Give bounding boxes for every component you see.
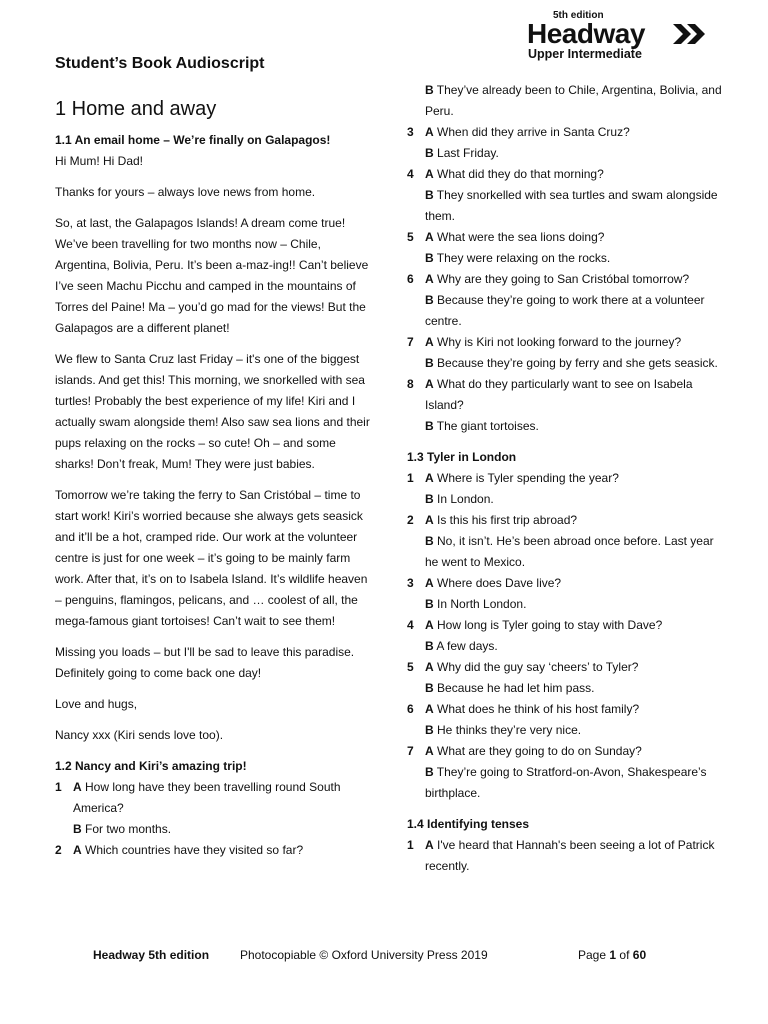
headway-logo — [527, 10, 727, 62]
speaker-label: B — [425, 251, 434, 265]
dialogue-line — [407, 762, 727, 804]
paragraph: Love and hugs, — [55, 697, 138, 711]
question-number — [407, 531, 425, 573]
speaker-label: A — [425, 576, 434, 590]
dialogue-line — [407, 835, 727, 877]
question-number — [407, 248, 425, 269]
dialogue-text: Why did the guy say ‘cheers’ to Tyler? — [437, 660, 639, 674]
speaker-label: B — [425, 681, 434, 695]
question-number: 1 — [407, 471, 414, 485]
dialogue-text: What are they going to do on Sunday? — [437, 744, 642, 758]
footer-copyright: Photocopiable © Oxford University Press 2019 — [240, 948, 488, 962]
dialogue-line — [407, 248, 727, 269]
speaker-label: B — [425, 146, 434, 160]
question-number: 2 — [407, 513, 414, 527]
dialogue-text: What did they do that morning? — [437, 167, 604, 181]
dialogue-text: He thinks they’re very nice. — [437, 723, 582, 737]
speaker-label: A — [425, 744, 434, 758]
question-number: 8 — [407, 377, 414, 391]
question-number — [407, 489, 425, 510]
dialogue-line — [55, 777, 373, 819]
speaker-label: A — [425, 230, 434, 244]
question-number: 7 — [407, 744, 414, 758]
dialogue-line — [407, 332, 727, 353]
section-heading: 1.4 Identifying tenses — [407, 817, 530, 831]
speaker-label: A — [425, 513, 434, 527]
dialogue-line — [55, 819, 373, 840]
speaker-label: B — [425, 419, 434, 433]
section-heading: 1.2 Nancy and Kiri’s amazing trip! — [55, 759, 247, 773]
question-number: 4 — [407, 618, 414, 632]
dialogue-line — [407, 164, 727, 185]
speaker-label: A — [425, 471, 434, 485]
question-number: 1 — [407, 838, 414, 852]
dialogue-text: Because he had let him pass. — [437, 681, 595, 695]
dialogue-text: Why are they going to San Cristóbal tomorrow? — [437, 272, 690, 286]
paragraph: Thanks for yours – always love news from home. — [55, 185, 316, 199]
question-number — [407, 636, 425, 657]
dialogue-text: In London. — [437, 492, 494, 506]
paragraph: We flew to Santa Cruz last Friday – it's one of the biggest islands. And get this! This morning, we snorkelled with sea turtles! Probably the best experience of my life! Kiri and I actually swam alongside them! Also saw sea lions and their pups relaxing on the rocks – so cute! Oh – and some sharks! Don’t freak, Mum! They were just babies. — [55, 352, 370, 471]
footer-page: Page 1 of 60 — [578, 948, 647, 962]
double-chevron-icon — [673, 24, 709, 44]
question-number — [407, 720, 425, 741]
dialogue-line — [407, 290, 727, 332]
dialogue-text: Because they’re going to work there at a volunteer centre. — [425, 293, 705, 328]
speaker-label: A — [425, 838, 434, 852]
right-column — [407, 80, 727, 877]
unit-title: 1 Home and away — [55, 98, 217, 120]
logo-edition: 5th edition — [553, 10, 604, 21]
dialogue-text: I've heard that Hannah's been seeing a lot of Patrick recently. — [425, 838, 715, 873]
dialogue-text: They’re going to Stratford-on-Avon, Shakespeare’s birthplace. — [425, 765, 707, 800]
speaker-label: B — [73, 822, 82, 836]
dialogue-text: They’ve already been to Chile, Argentina, Bolivia, and Peru. — [425, 83, 722, 118]
question-number: 4 — [407, 167, 414, 181]
question-number — [407, 185, 425, 227]
dialogue-line — [407, 573, 727, 594]
question-number — [55, 819, 73, 840]
dialogue-line — [407, 678, 727, 699]
speaker-label: B — [425, 492, 434, 506]
dialogue-text: The giant tortoises. — [436, 419, 539, 433]
dialogue-text: What do they particularly want to see on Isabela Island? — [425, 377, 693, 412]
left-column — [55, 130, 373, 861]
dialogue-line — [407, 594, 727, 615]
paragraph: Nancy xxx (Kiri sends love too). — [55, 728, 224, 742]
dialogue-line — [407, 122, 727, 143]
paragraph: Tomorrow we’re taking the ferry to San Cristóbal – time to start work! Kiri’s worried because she always gets seasick and it’ll be a hot, cramped ride. Our work at the volunteer centre is just for one week – it’s going to be mainly farm work. After that, it’s on to Isabela Island. It’s wildlife heaven – penguins, flamingos, pelicans, and … coolest of all, the mega-famous giant tortoises! Can’t wait to see them! — [55, 488, 368, 628]
dialogue-line — [55, 840, 373, 861]
dialogue-text: What does he think of his host family? — [437, 702, 640, 716]
dialogue-line — [407, 80, 727, 122]
speaker-label: B — [425, 356, 434, 370]
dialogue-text: How long have they been travelling round South America? — [73, 780, 341, 815]
dialogue-line — [407, 227, 727, 248]
speaker-label: A — [425, 335, 434, 349]
logo-subtitle: Upper Intermediate — [528, 47, 642, 61]
dialogue-text: They snorkelled with sea turtles and swam alongside them. — [425, 188, 718, 223]
dialogue-line — [407, 489, 727, 510]
dialogue-line — [407, 657, 727, 678]
dialogue-text: A few days. — [436, 639, 498, 653]
question-number: 3 — [407, 576, 414, 590]
speaker-label: B — [425, 765, 434, 779]
dialogue-line — [407, 741, 727, 762]
question-number: 7 — [407, 335, 414, 349]
dialogue-text: In North London. — [437, 597, 527, 611]
dialogue-text: Which countries have they visited so far? — [85, 843, 304, 857]
speaker-label: A — [425, 125, 434, 139]
dialogue-line — [407, 353, 727, 374]
question-number: 5 — [407, 660, 414, 674]
book-title: Student’s Book Audioscript — [55, 55, 265, 72]
logo-brand: Headway — [527, 18, 645, 49]
section-heading: 1.3 Tyler in London — [407, 450, 517, 464]
question-number: 6 — [407, 272, 414, 286]
speaker-label: B — [425, 83, 434, 97]
dialogue-text: Is this his first trip abroad? — [437, 513, 578, 527]
speaker-label: A — [425, 167, 434, 181]
question-number: 3 — [407, 125, 414, 139]
dialogue-text: What were the sea lions doing? — [437, 230, 605, 244]
question-number: 5 — [407, 230, 414, 244]
question-number — [407, 353, 425, 374]
question-number: 1 — [55, 780, 62, 794]
dialogue-line — [407, 374, 727, 416]
paragraph: So, at last, the Galapagos Islands! A dream come true! We’ve been travelling for two months now – Chile, Argentina, Bolivia, Peru. It’s been a-maz-ing!! Can’t believe I’ve seen Machu Picchu and camped in the mountains of Torres del Paine! Ma – you’d go mad for the views! But the Galapagos are a different planet! — [55, 216, 369, 335]
speaker-label: B — [425, 293, 434, 307]
dialogue-text: For two months. — [85, 822, 172, 836]
dialogue-line — [407, 269, 727, 290]
dialogue-text: When did they arrive in Santa Cruz? — [437, 125, 630, 139]
question-number — [407, 416, 425, 437]
question-number — [407, 594, 425, 615]
dialogue-line — [407, 699, 727, 720]
dialogue-line — [407, 615, 727, 636]
dialogue-line — [407, 416, 727, 437]
dialogue-line — [407, 185, 727, 227]
dialogue-line — [407, 510, 727, 531]
dialogue-line — [407, 143, 727, 164]
speaker-label: B — [425, 188, 434, 202]
speaker-label: A — [425, 702, 434, 716]
speaker-label: A — [425, 272, 434, 286]
speaker-label: B — [425, 597, 434, 611]
speaker-label: A — [425, 377, 434, 391]
question-number — [407, 80, 425, 122]
paragraph: Missing you loads – but I'll be sad to leave this paradise. Definitely going to come back one day! — [55, 645, 355, 680]
dialogue-line — [407, 468, 727, 489]
dialogue-line — [407, 531, 727, 573]
question-number — [407, 290, 425, 332]
dialogue-text: Why is Kiri not looking forward to the journey? — [437, 335, 682, 349]
question-number — [407, 678, 425, 699]
dialogue-line — [407, 636, 727, 657]
footer-book: Headway 5th edition — [93, 948, 210, 962]
speaker-label: A — [73, 780, 82, 794]
paragraph: Hi Mum! Hi Dad! — [55, 154, 144, 168]
speaker-label: A — [73, 843, 82, 857]
dialogue-text: Last Friday. — [437, 146, 499, 160]
speaker-label: A — [425, 618, 434, 632]
dialogue-text: Where does Dave live? — [437, 576, 562, 590]
dialogue-text: Where is Tyler spending the year? — [437, 471, 619, 485]
dialogue-text: How long is Tyler going to stay with Dave? — [437, 618, 663, 632]
speaker-label: A — [425, 660, 434, 674]
section-heading: 1.1 An email home – We’re finally on Galapagos! — [55, 133, 331, 147]
dialogue-text: Because they’re going by ferry and she gets seasick. — [437, 356, 718, 370]
question-number — [407, 762, 425, 804]
question-number: 2 — [55, 843, 62, 857]
dialogue-text: No, it isn’t. He’s been abroad once before. Last year he went to Mexico. — [425, 534, 714, 569]
dialogue-line — [407, 720, 727, 741]
speaker-label: B — [425, 723, 434, 737]
question-number: 6 — [407, 702, 414, 716]
speaker-label: B — [425, 639, 434, 653]
dialogue-text: They were relaxing on the rocks. — [436, 251, 611, 265]
question-number — [407, 143, 425, 164]
speaker-label: B — [425, 534, 434, 548]
